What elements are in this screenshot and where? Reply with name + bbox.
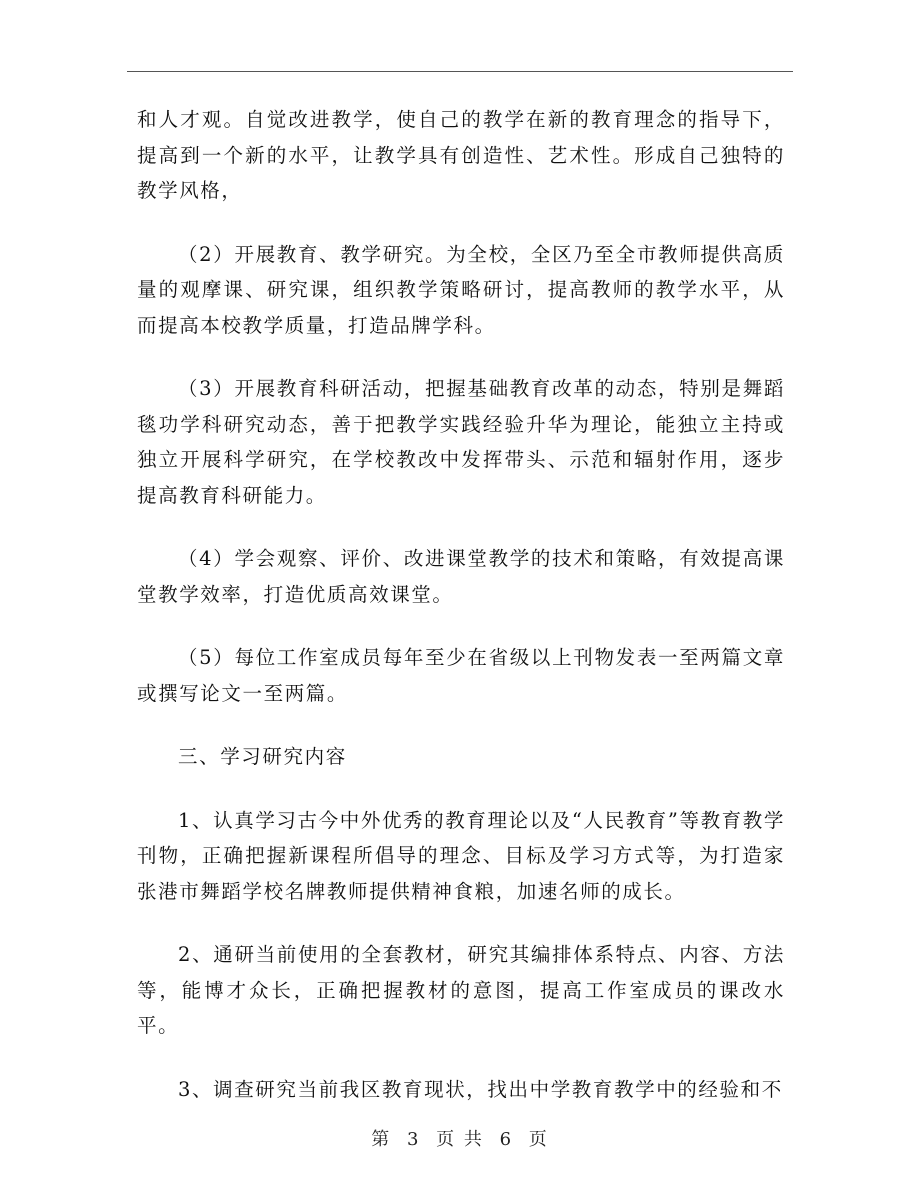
paragraph-2: （2）开展教育、教学研究。为全校，全区乃至全市教师提供高质量的观摩课、研究课，组织教学策略研讨，提高教师的教学水平，从而提高本校教学质量，打造品牌学科。 — [137, 242, 785, 337]
paragraph-4: （4）学会观察、评价、改进课堂教学的技术和策略，有效提高课堂教学效率，打造优质高效课堂。 — [137, 547, 785, 606]
paragraph-3: （3）开展教育科研活动，把握基础教育改革的动态，特别是舞蹈毯功学科研究动态，善于把教学实践经验升华为理论，能独立主持或独立开展科学研究，在学校教改中发挥带头、示范和辐射作用，逐步提高教育科研能力。 — [137, 377, 785, 507]
footer-suffix: 页 — [528, 1129, 549, 1150]
footer-total-pages: 6 — [499, 1129, 514, 1150]
page-footer — [0, 1125, 920, 1151]
paragraph-6: 1、认真学习古今中外优秀的教育理论以及“人民教育”等教育教学刊物，正确把握新课程所倡导的理念、目标及学习方式等，为打造家张港市舞蹈学校名牌教师提供精神食粮，加速名师的成长。 — [137, 808, 785, 903]
paragraph-8: 3、调查研究当前我区教育现状，找出中学教育教学中的经验和不 — [178, 1077, 783, 1101]
footer-page-number: 3 — [406, 1129, 421, 1150]
section-heading: 三、学习研究内容 — [178, 745, 347, 768]
footer-middle: 页 共 — [436, 1129, 484, 1150]
paragraph-7: 2、通研当前使用的全套教材，研究其编排体系特点、内容、方法等，能博才众长，正确把握教材的意图，提高工作室成员的课改水平。 — [137, 943, 785, 1037]
header-rule — [127, 71, 793, 72]
paragraph-5: （5）每位工作室成员每年至少在省级以上刊物发表一至两篇文章或撰写论文一至两篇。 — [137, 646, 785, 705]
document-body — [137, 102, 785, 1133]
paragraph-1: 和人才观。自觉改进教学，使自己的教学在新的教育理念的指导下，提高到一个新的水平，让教学具有创造性、艺术性。形成自己独特的教学风格， — [137, 108, 785, 202]
footer-prefix: 第 — [371, 1129, 392, 1150]
